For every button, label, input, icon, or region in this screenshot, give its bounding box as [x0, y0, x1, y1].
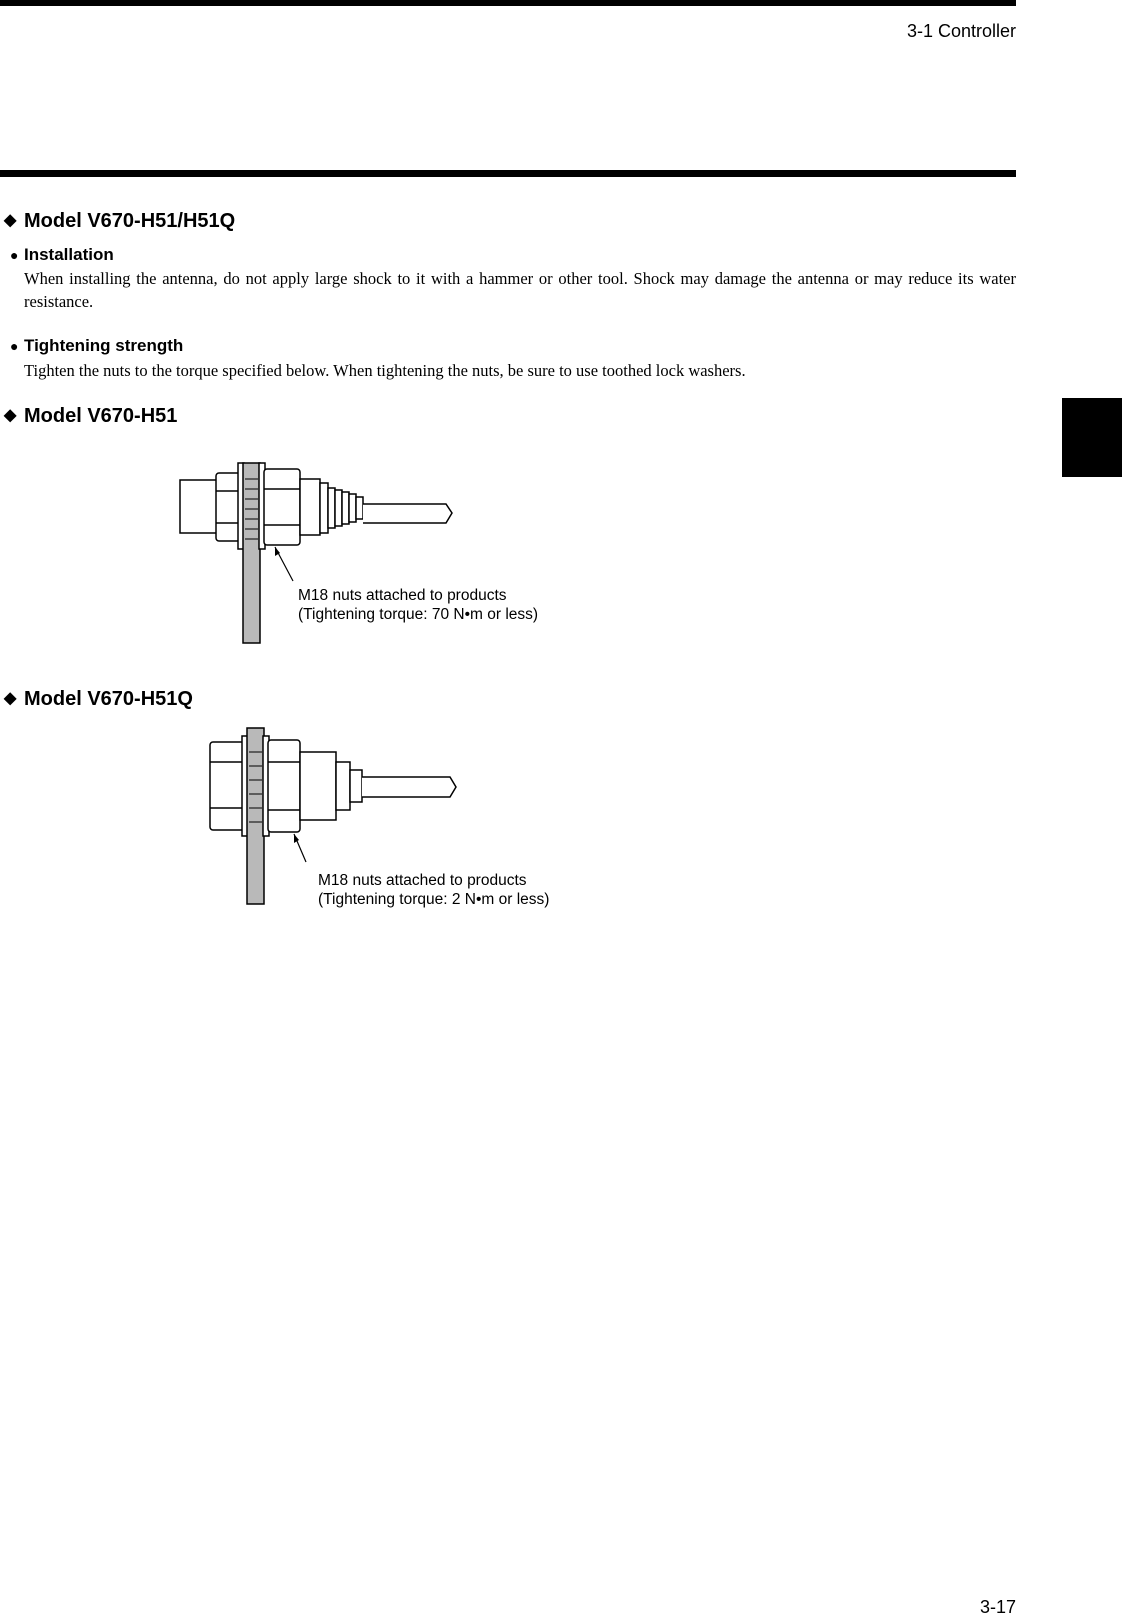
- figure-v670-h51q: [200, 722, 550, 908]
- running-header: 3-1 Controller: [906, 21, 1016, 41]
- section-heading-main: ◆ Model V670-H51/H51Q: [4, 210, 236, 232]
- figure-v670-h51: [170, 455, 539, 645]
- diamond-bullet-icon: ◆: [4, 690, 17, 707]
- section-heading-h51q: ◆ Model V670-H51Q: [4, 688, 193, 710]
- installation-text: When installing the antenna, do not apply large shock to it with a hammer or other tool. Shock may damage the antenna or may reduce its water resistance.: [24, 269, 1016, 311]
- tightening-heading: ● Tightening strength: [10, 336, 184, 355]
- top-rule: [0, 0, 1016, 6]
- installation-heading: ● Installation: [10, 245, 114, 264]
- callout-h51q: M18 nuts attached to products (Tightening torque: 2 N•m or less): [318, 872, 550, 908]
- section-heading-h51: ◆ Model V670-H51: [4, 405, 178, 427]
- diamond-bullet-icon: ◆: [4, 212, 17, 229]
- tightening-text: Tighten the nuts to the torque specified below. When tightening the nuts, be sure to use toothed lock washers.: [24, 361, 746, 380]
- callout-h51: M18 nuts attached to products (Tightening torque: 70 N•m or less): [298, 587, 539, 623]
- bullet-dot-icon: ●: [10, 338, 19, 354]
- bullet-dot-icon: ●: [10, 247, 19, 263]
- chapter-tab: [1062, 398, 1122, 477]
- diamond-bullet-icon: ◆: [4, 407, 17, 424]
- page-number: 3-17: [979, 1597, 1016, 1617]
- header-rule: [0, 170, 1016, 177]
